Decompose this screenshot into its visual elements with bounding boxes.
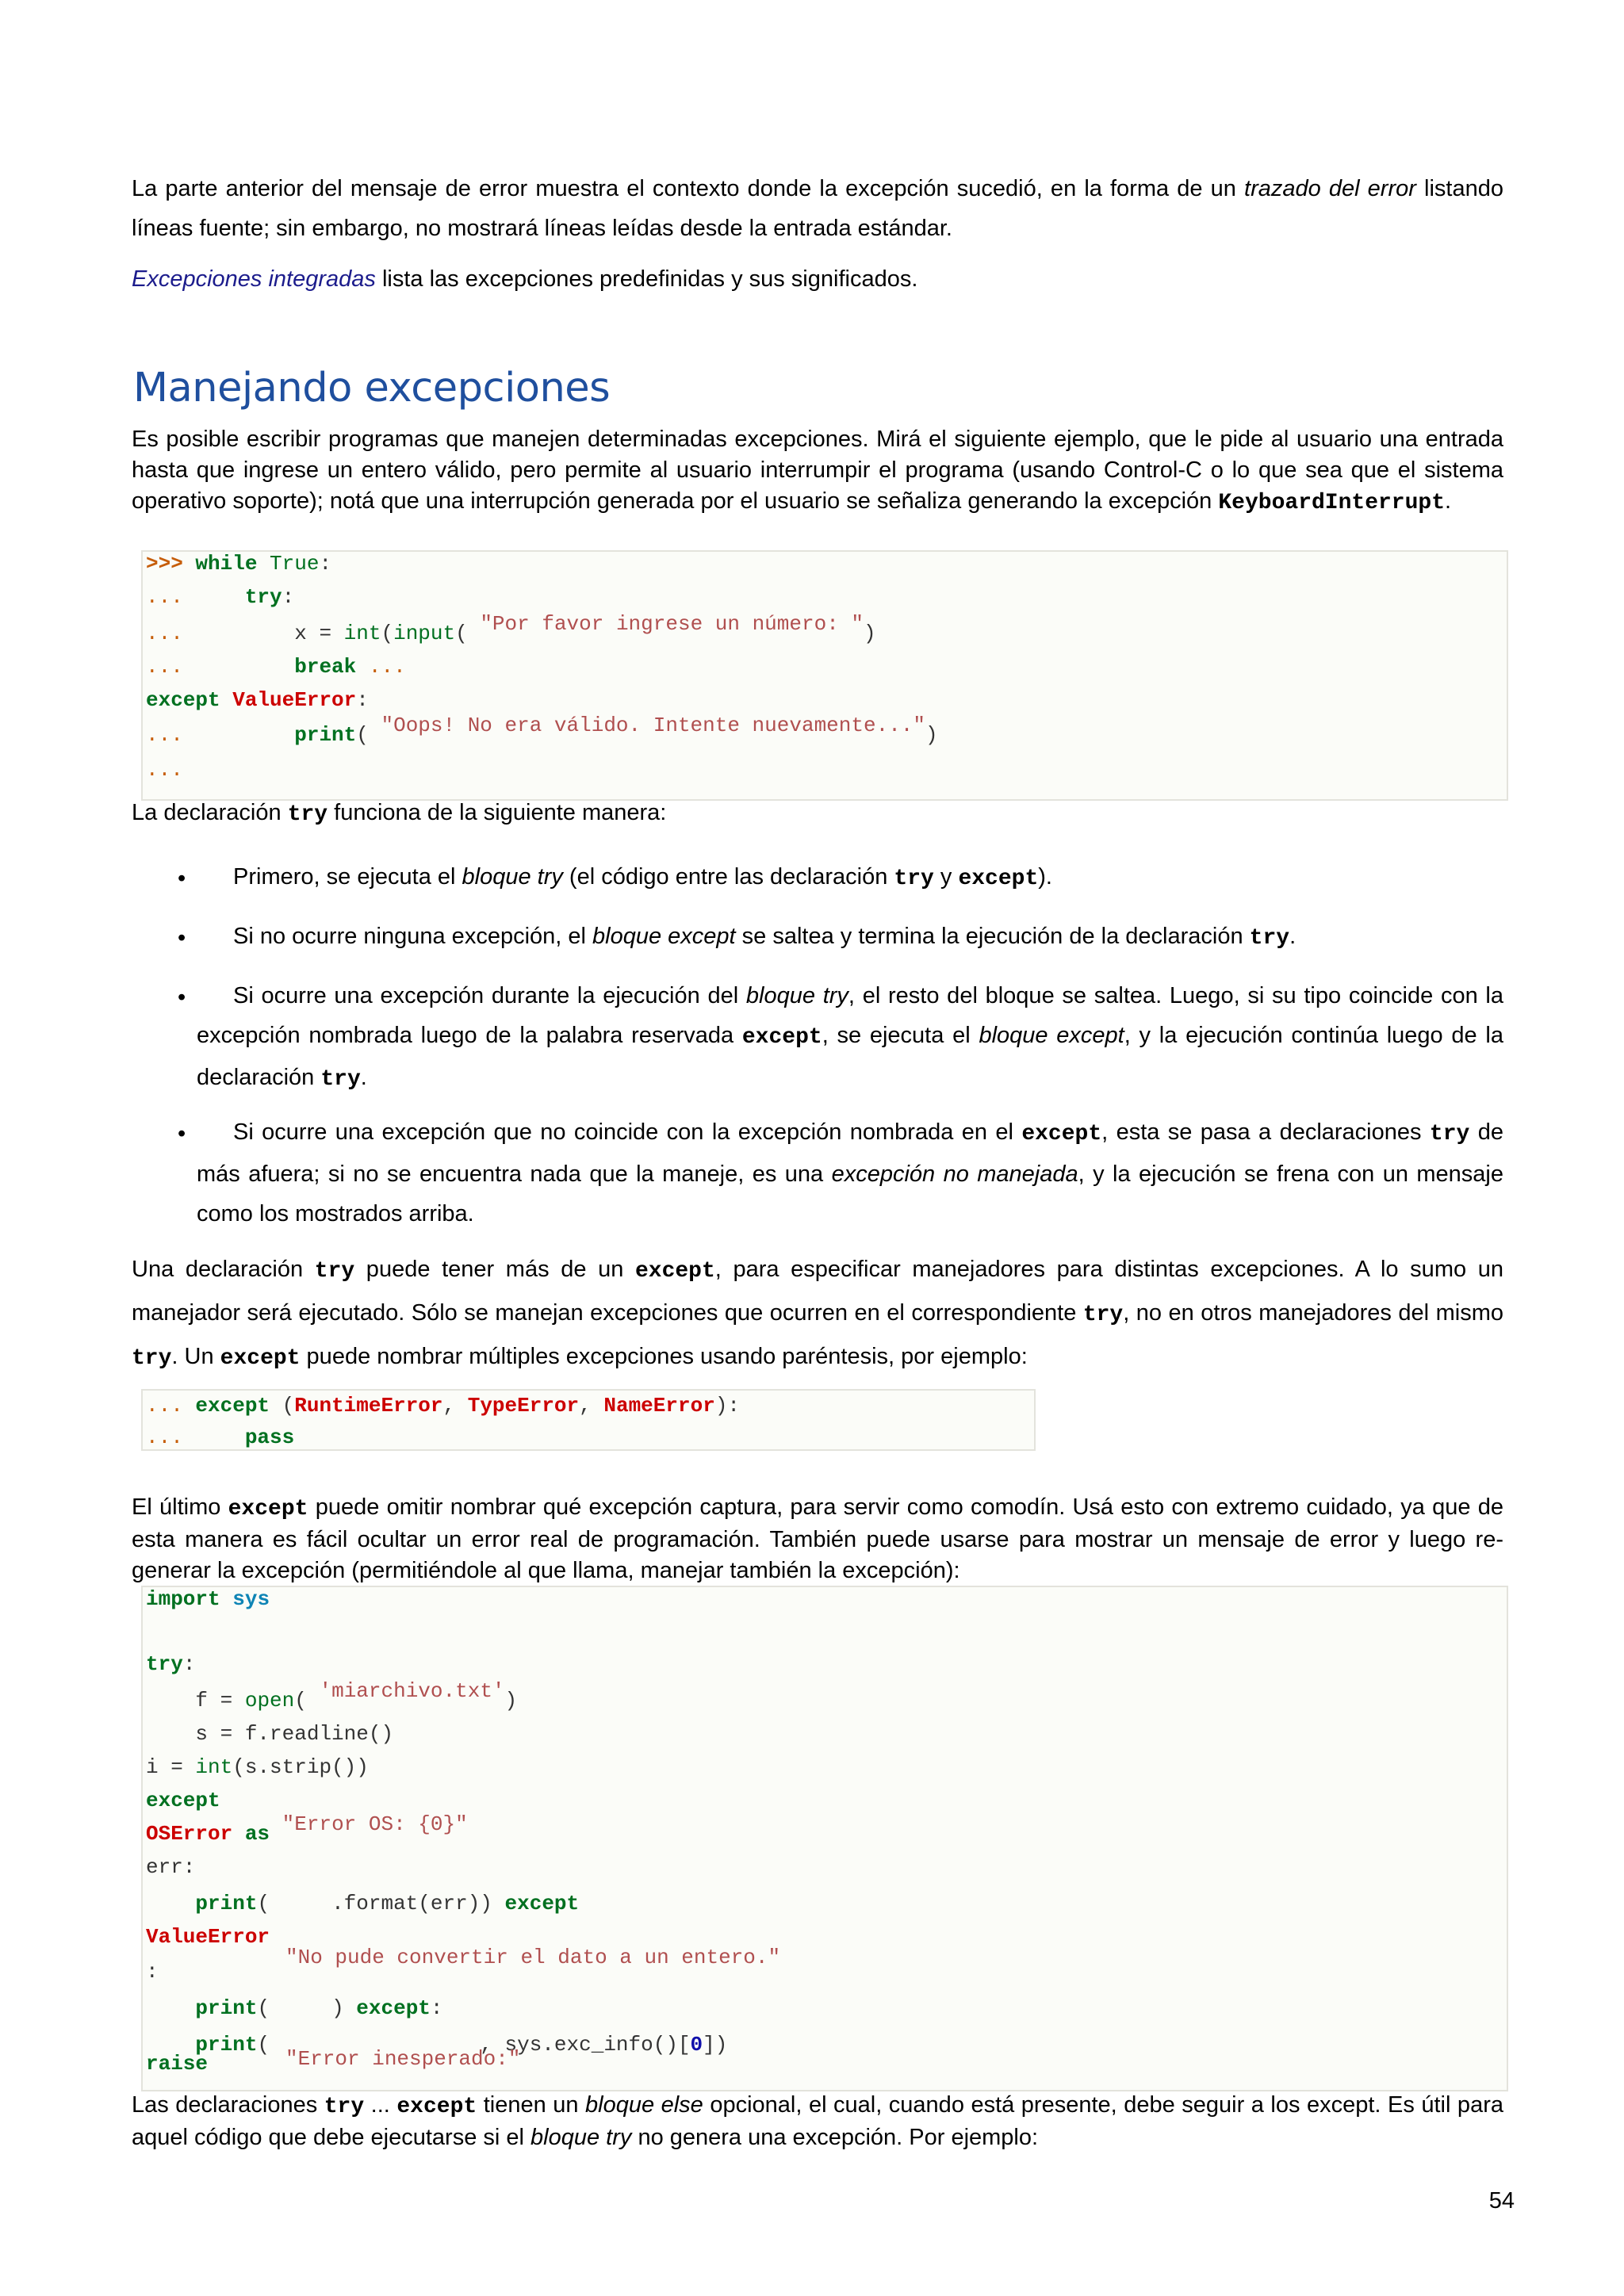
code: try [320,1067,361,1092]
code-line [146,1755,369,1779]
code: try [314,1259,355,1284]
text: , para especificar manejadores para distintas excepciones. A lo sumo un manejador será ejecutado. Sólo se manejan excepciones que ocurren en el correspondiente [132,1257,1503,1326]
text: Las declaraciones [132,2092,324,2118]
page-number: 54 [1488,2188,1515,2214]
text: . [1289,924,1297,949]
text: ). [1038,864,1052,890]
code-line [146,612,876,645]
code-text: f = [195,1689,245,1712]
punct: ): [714,1394,741,1418]
text: puede nombrar múltiples excepciones usando paréntesis, por ejemplo: [300,1344,1028,1369]
emphasis: excepción no manejada [831,1161,1078,1187]
punct: ( [294,1689,307,1712]
keyword: except [356,1996,431,2020]
bullet-marker: • [178,866,186,891]
try-intro [132,798,1503,830]
keyword: import [146,1587,220,1611]
code-text: .format(err)) [331,1892,492,1915]
code-line [146,714,938,747]
code-line [146,1960,159,1984]
text: funciona de la siguiente manera: [327,800,667,825]
punct: ( [257,1996,270,2020]
list-item [197,857,1503,899]
text: se saltea y termina la ejecución de la declaración [735,924,1250,949]
builtin: int [343,622,381,645]
prompt: ... [368,655,406,679]
code-line [146,1394,740,1418]
code: except [634,1259,715,1284]
emphasis: bloque try [462,864,563,890]
text: , se ejecuta el [822,1023,979,1048]
prompt: ... [146,1425,183,1449]
text: opcional, el cual, cuando está presente, debe seguir a los except. Es útil para aquel código que debe ejecutarse si el [132,2092,1503,2150]
prompt: >>> [146,552,183,576]
string: "No pude convertir el dato a un entero." [285,1946,781,1969]
code-line [146,758,183,782]
code-text: , sys.exc_info()[ [480,2033,691,2057]
code-text: (s.strip()) [232,1755,369,1779]
code-line [146,1425,294,1449]
code-line [285,1946,780,1969]
punct: ( [356,723,369,747]
code: try [132,1346,172,1371]
code-line [146,1722,393,1746]
punct: , [442,1394,468,1418]
string: "Error inesperado:" [285,2047,521,2071]
code-text: err: [146,1855,196,1879]
intro-emphasis: trazado del error [1244,176,1416,201]
code-line [146,585,294,609]
code-block-while-loop [141,550,1508,801]
punct: , [579,1394,604,1418]
punct: : [282,585,295,609]
punct: : [356,688,369,712]
punct: : [319,552,332,576]
code: try [1429,1122,1470,1146]
prompt: ... [146,622,183,645]
code-line [146,688,369,712]
string: 'miarchivo.txt' [319,1679,505,1703]
code-block-file-read [141,1586,1508,2091]
code: except [396,2095,477,2119]
bullet-marker: • [178,1121,186,1146]
intro-text-end: listando líneas fuente; sin embargo, no mostrará líneas leídas desde la entrada estándar. [132,176,1503,241]
list-item [197,976,1503,1100]
text: , no en otros manejadores del mismo [1123,1300,1503,1326]
else-clause-paragraph [132,2090,1503,2153]
punct: ]) [703,2033,728,2057]
code: try [1082,1303,1124,1327]
punct: ) [925,723,938,747]
keyword: print [195,2033,258,2057]
code-line [146,1855,195,1879]
exception-name: ValueError [146,1925,270,1949]
punct: ) [331,1996,344,2020]
code-text: x = [294,622,344,645]
code-line [146,552,331,576]
keyword: raise [146,2052,209,2076]
punct: ( [381,622,394,645]
code: try [1249,926,1290,951]
code-text: s = f.readline() [195,1722,394,1746]
punct: : [182,1652,196,1676]
punct: ) [864,622,876,645]
bullet-marker: • [178,985,186,1010]
builtin: open [244,1689,295,1712]
code-line [146,1652,195,1676]
text: , y la ejecución continúa luego de la declaración [197,1023,1504,1090]
section-text: Es posible escribir programas que manejen determinadas excepciones. Mirá el siguiente ejemplo, que le pide al usuario una entrada hasta que ingrese un entero válido, pero permite al usuario interrumpir el programa (usando Control-C o lo que sea que el sistema operativo soporte); notá que una interrupción generada por el usuario se señaliza generando la excepción [132,427,1503,514]
code: try [324,2095,365,2119]
bullet-marker: • [178,925,186,951]
code-line [285,2047,520,2071]
text: Si ocurre una excepción que no coincide con la excepción nombrada en el [233,1119,1022,1145]
code-line [146,1789,220,1812]
keyword: except [195,1394,270,1418]
section-paragraph [132,424,1503,519]
text: (el código entre las declaración [562,864,894,890]
period: . [1445,488,1452,514]
text: ... [364,2092,397,2118]
number: 0 [690,2033,703,2057]
prompt: ... [146,655,183,679]
keyword: except [146,688,220,712]
string: "Oops! No era válido. Intente nuevamente..." [381,714,925,737]
section-heading: Manejando excepciones [133,365,611,411]
code-line [146,1679,518,1712]
code-line [146,1925,270,1949]
emphasis: bloque try [745,983,848,1008]
text: Una declaración [132,1257,315,1282]
exception-name: NameError [603,1394,715,1418]
module-name: sys [232,1587,270,1611]
text: , y la ejecución se frena con un mensaje como los mostrados arriba. [197,1161,1504,1226]
intro-text-2: lista las excepciones predefinidas y sus significados. [375,266,918,292]
text: Primero, se ejecuta el [233,864,462,890]
text: y [933,864,959,890]
keyword: print [195,1996,258,2020]
code: except [741,1025,822,1050]
prompt: ... [146,723,183,747]
text: . [360,1065,367,1090]
builtin-exceptions-link[interactable]: Excepciones integradas [132,266,376,292]
exception-name: RuntimeError [294,1394,443,1418]
text: . Un [171,1344,220,1369]
punct: ( [257,2033,270,2057]
punct: ( [257,1892,270,1915]
code-line [146,2052,208,2076]
punct: : [146,1960,159,1984]
text: La declaración [132,800,288,825]
builtin: int [195,1755,233,1779]
list-item [197,916,1503,959]
exception-name: TypeError [467,1394,580,1418]
code: try [894,867,934,891]
punct: ( [270,1394,295,1418]
keyword: try [244,585,282,609]
punct: ( [455,622,468,645]
punct: ) [504,1689,518,1712]
keyword: print [294,723,357,747]
multiple-except-paragraph [132,1249,1503,1380]
prompt: ... [146,758,183,782]
intro-text: La parte anterior del mensaje de error muestra el contexto donde la excepción sucedió, en la forma de un [132,176,1245,201]
keyword: print [195,1892,258,1915]
builtin: True [270,552,320,576]
bare-except-paragraph [132,1492,1503,1586]
keyword: pass [244,1425,295,1449]
code: except [1021,1122,1102,1146]
code: except [228,1497,308,1521]
code-block-except-tuple [141,1389,1036,1451]
text: Si no ocurre ninguna excepción, el [233,924,593,949]
intro-paragraph [132,169,1503,248]
code-line [146,1587,270,1611]
text: El último [132,1494,228,1520]
code-line [146,1892,579,1915]
string: "Error OS: {0}" [282,1812,468,1836]
keyword: while [195,552,258,576]
exception-name: OSError [146,1822,233,1846]
punct: : [430,1996,443,2020]
text: puede tener más de un [354,1257,635,1282]
emphasis: bloque except [592,924,736,949]
prompt: ... [146,585,183,609]
emphasis: bloque try [530,2125,632,2150]
exception-name: ValueError [232,688,357,712]
text: tienen un [477,2092,586,2118]
code-line [146,1996,443,2020]
code: except [220,1346,301,1371]
text: Si ocurre una excepción durante la ejecución del [233,983,746,1008]
keyword: break [294,655,357,679]
text: de más afuera; si no se encuentra nada que la maneje, es una [197,1119,1503,1187]
keyword: as [244,1822,270,1846]
list-item [197,1112,1503,1234]
prompt: ... [146,1394,183,1418]
keyword: except [146,1789,220,1812]
emphasis: bloque except [979,1023,1124,1048]
keyword: try [146,1652,183,1676]
keyboardinterrupt-code: KeyboardInterrupt [1218,491,1446,515]
code-line [146,655,406,679]
try-code: try [287,802,328,827]
text: puede omitir nombrar qué excepción captura, para servir como comodín. Usá esto con extremo cuidado, ya que de esta manera es fácil ocultar un error real de programación. También puede usarse para mostrar un mensaje de error y luego re-generar la excepción (permitiéndole al que llama, manejar también la excepción): [132,1494,1503,1583]
code-text: i = [146,1755,196,1779]
text: , el resto del bloque se saltea. Luego, si su tipo coincide con la excepción nombrada luego de la palabra reservada [197,983,1504,1048]
keyword: except [504,1892,580,1915]
code: except [958,867,1039,891]
emphasis: bloque else [585,2092,703,2118]
builtin: input [393,622,456,645]
intro-paragraph-2 [132,264,1503,295]
text: , esta se pasa a declaraciones [1101,1119,1430,1145]
text: no genera una excepción. Por ejemplo: [631,2125,1039,2150]
code-line [146,1812,468,1846]
string: "Por favor ingrese un número: " [480,612,864,636]
